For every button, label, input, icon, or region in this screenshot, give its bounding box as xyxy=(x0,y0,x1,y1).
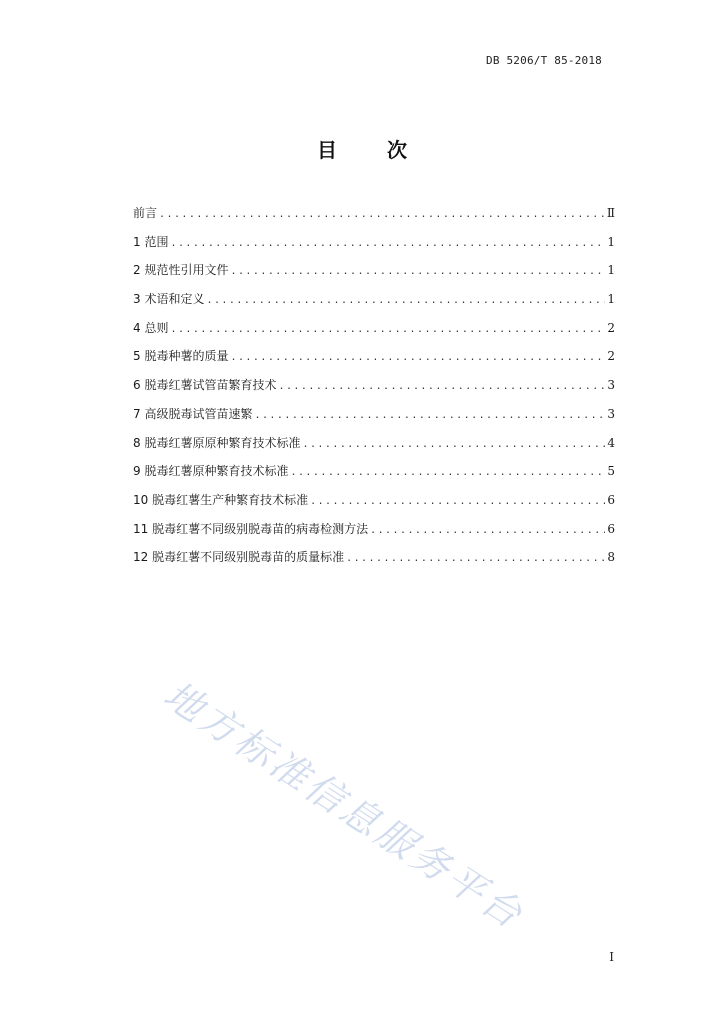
toc-entry-label: 术语和定义 xyxy=(144,292,205,307)
toc-leader-dots xyxy=(170,238,605,249)
toc-entry-3[interactable] xyxy=(133,290,615,319)
document-code: DB 5206/T 85-2018 xyxy=(486,54,602,67)
toc-entry-page: 4 xyxy=(607,435,615,450)
toc-entry-number: 6 xyxy=(133,378,145,393)
toc-entry-number: 10 xyxy=(133,492,153,507)
table-of-contents xyxy=(133,204,615,577)
title-char-1: 目 xyxy=(317,138,337,162)
toc-leader-dots xyxy=(159,209,605,220)
toc-leader-dots xyxy=(230,352,605,363)
toc-entry-9[interactable] xyxy=(133,462,615,491)
toc-entry-1[interactable] xyxy=(133,233,615,262)
toc-entry-6[interactable] xyxy=(133,376,615,405)
toc-entry-label: 脱毒红薯生产种繁育技术标准 xyxy=(152,492,309,507)
toc-leader-dots xyxy=(310,496,605,507)
toc-entry-label: 脱毒红薯不同级别脱毒苗的质量标准 xyxy=(152,550,345,565)
toc-leader-dots xyxy=(370,525,605,536)
toc-entry-label: 总则 xyxy=(144,320,169,335)
toc-entry-4[interactable] xyxy=(133,319,615,348)
toc-entry-number: 2 xyxy=(133,263,145,278)
watermark: 地方标准信息服务平台 xyxy=(156,672,533,939)
toc-entry-page: 1 xyxy=(607,234,615,249)
toc-entry-label: 前言 xyxy=(133,206,158,220)
toc-leader-dots xyxy=(254,410,605,421)
toc-leader-dots xyxy=(230,266,605,277)
toc-entry-page: 2 xyxy=(607,320,615,335)
toc-entry-number: 9 xyxy=(133,464,145,479)
toc-entry-number: 3 xyxy=(133,292,145,307)
toc-entry-number: 8 xyxy=(133,435,145,450)
toc-entry-page: 1 xyxy=(607,292,615,307)
toc-entry-number: 1 xyxy=(133,234,145,249)
toc-entry-label: 规范性引用文件 xyxy=(144,263,229,278)
toc-leader-dots xyxy=(206,295,605,306)
toc-entry-2[interactable] xyxy=(133,261,615,290)
toc-entry-page: 2 xyxy=(607,349,615,364)
toc-entry-7[interactable] xyxy=(133,405,615,434)
title-char-2: 次 xyxy=(387,138,407,162)
toc-entry-page: 3 xyxy=(607,406,615,421)
toc-entry-label: 脱毒红薯原种繁育技术标准 xyxy=(144,464,289,479)
toc-entry-page: 6 xyxy=(607,492,615,507)
toc-entry-10[interactable] xyxy=(133,491,615,520)
toc-entry-11[interactable] xyxy=(133,520,615,549)
toc-entry-label: 脱毒红薯不同级别脱毒苗的病毒检测方法 xyxy=(152,521,369,536)
toc-entry-label: 脱毒红薯原原种繁育技术标准 xyxy=(144,435,301,450)
toc-entry-page: 1 xyxy=(607,263,615,278)
toc-entry-foreword[interactable] xyxy=(133,204,615,233)
page-title xyxy=(0,134,724,163)
toc-entry-label: 范围 xyxy=(144,234,169,249)
toc-entry-number: 4 xyxy=(133,320,145,335)
toc-entry-12[interactable] xyxy=(133,548,615,577)
toc-entry-label: 脱毒红薯试管苗繁育技术 xyxy=(144,378,277,393)
toc-entry-page: 6 xyxy=(607,521,615,536)
toc-entry-page: Ⅱ xyxy=(606,206,615,220)
toc-entry-number: 12 xyxy=(133,550,153,565)
toc-entry-label: 高级脱毒试管苗速繁 xyxy=(144,406,253,421)
toc-entry-number: 11 xyxy=(133,521,153,536)
toc-leader-dots xyxy=(302,439,605,450)
toc-leader-dots xyxy=(170,324,605,335)
toc-leader-dots xyxy=(346,553,605,564)
toc-entry-number: 5 xyxy=(133,349,145,364)
toc-entry-page: 5 xyxy=(607,464,615,479)
toc-leader-dots xyxy=(278,381,605,392)
toc-leader-dots xyxy=(290,467,605,478)
toc-entry-page: 8 xyxy=(607,550,615,565)
toc-entry-number: 7 xyxy=(133,406,145,421)
toc-entry-8[interactable] xyxy=(133,434,615,463)
footer-page-number: I xyxy=(609,950,614,964)
toc-entry-page: 3 xyxy=(607,378,615,393)
toc-entry-5[interactable] xyxy=(133,347,615,376)
toc-entry-label: 脱毒种薯的质量 xyxy=(144,349,229,364)
